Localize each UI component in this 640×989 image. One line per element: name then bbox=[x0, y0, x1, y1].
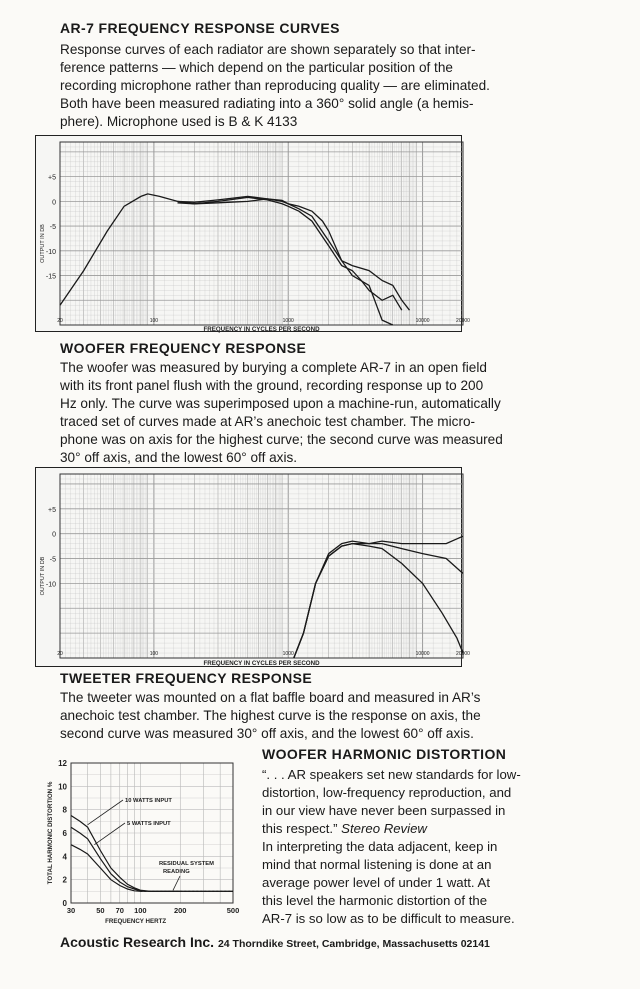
quote-end: this respect.” bbox=[262, 821, 338, 836]
x-axis-label: FREQUENCY IN CYCLES PER SECOND bbox=[203, 660, 320, 667]
y-axis-label: OUTPUT IN DB bbox=[40, 556, 46, 596]
distortion-chart bbox=[45, 755, 245, 925]
woofer-line: with its front panel flush with the ground, recording response up to 200 bbox=[60, 378, 484, 393]
y-tick-label: -5 bbox=[49, 224, 56, 232]
series-line-1 bbox=[71, 827, 233, 891]
y-tick-label: 12 bbox=[58, 759, 67, 768]
x-tick-label: 20000 bbox=[456, 651, 470, 657]
ar7-paragraph bbox=[60, 41, 545, 131]
x-tick-label: 1000 bbox=[282, 651, 294, 657]
y-tick-label: 0 bbox=[62, 899, 67, 908]
woofer-response-chart bbox=[35, 135, 470, 333]
distortion-line: this level the harmonic distortion of the bbox=[262, 893, 488, 908]
series-line-1 bbox=[294, 544, 463, 658]
ar7-line: phere). Microphone used is B & K 4133 bbox=[60, 114, 298, 129]
company-address: 24 Thorndike Street, Cambridge, Massachusetts 02141 bbox=[217, 938, 490, 950]
y-tick-label: +5 bbox=[48, 174, 56, 182]
distortion-line: AR-7 is so low as to be difficult to measure. bbox=[262, 911, 515, 926]
woofer-line: 30° off axis, and the lowest 60° off axis. bbox=[60, 450, 298, 465]
y-tick-label: 6 bbox=[62, 829, 67, 838]
plot-frame bbox=[60, 142, 463, 325]
woofer-paragraph bbox=[60, 359, 545, 467]
series-line-2 bbox=[294, 544, 463, 658]
quote-line: in our view have never been surpassed in bbox=[262, 803, 506, 818]
x-tick-label: 20 bbox=[57, 318, 63, 324]
x-tick-label: 100 bbox=[149, 318, 159, 324]
x-tick-label: 20000 bbox=[456, 318, 470, 324]
quote-source: Stereo Review bbox=[341, 821, 427, 836]
ar7-line: Both have been measured radiating into a 360° solid angle (a hemis- bbox=[60, 96, 474, 111]
y-tick-label: 4 bbox=[62, 852, 67, 862]
footer bbox=[60, 934, 490, 950]
quote-line: distortion, low-frequency reproduction, and bbox=[262, 785, 512, 800]
woofer-line: Hz only. The curve was superimposed upon a machine-run, automatically bbox=[60, 396, 501, 411]
woofer-line: traced set of curves made at AR’s anechoic test chamber. The micro- bbox=[60, 414, 476, 429]
tweeter-title: TWEETER FREQUENCY RESPONSE bbox=[60, 670, 313, 686]
ar7-title: AR-7 FREQUENCY RESPONSE CURVES bbox=[60, 20, 340, 36]
y-tick-label: 8 bbox=[62, 805, 67, 815]
x-tick-label: 1000 bbox=[282, 318, 294, 324]
annotation-label: READING bbox=[163, 869, 190, 875]
y-tick-label: -10 bbox=[45, 248, 56, 256]
annotation-leader bbox=[94, 823, 125, 845]
distortion-line: In interpreting the data adjacent, keep in bbox=[262, 839, 498, 854]
x-axis-label: FREQUENCY IN CYCLES PER SECOND bbox=[203, 326, 320, 333]
tweeter-line: The tweeter was mounted on a flat baffle board and measured in AR’s bbox=[60, 690, 481, 705]
company-name: Acoustic Research Inc. bbox=[60, 934, 215, 950]
y-axis-label: OUTPUT IN DB bbox=[40, 224, 46, 263]
quote-end-line bbox=[262, 820, 545, 838]
tweeter-line: second curve was measured 30° off axis, and the lowest 60° off axis. bbox=[60, 726, 474, 741]
tweeter-paragraph bbox=[60, 689, 545, 743]
x-tick-label: 10000 bbox=[415, 651, 430, 657]
woofer-title: WOOFER FREQUENCY RESPONSE bbox=[60, 340, 307, 356]
y-tick-label: -10 bbox=[45, 581, 56, 589]
x-tick-label: 70 bbox=[115, 906, 124, 915]
y-axis-label: TOTAL HARMONIC DISTORTION % bbox=[47, 781, 54, 885]
woofer-response-svg bbox=[36, 136, 470, 333]
series-line-1 bbox=[178, 197, 402, 310]
ar7-line: recording microphone rather than reproducing quality — are eliminated. bbox=[60, 78, 490, 93]
tweeter-line: anechoic test chamber. The highest curve is the response on axis, the bbox=[60, 708, 481, 723]
x-tick-label: 50 bbox=[96, 906, 105, 915]
distortion-paragraph bbox=[262, 766, 545, 928]
x-tick-label: 10000 bbox=[415, 318, 430, 324]
x-tick-label: 200 bbox=[173, 906, 187, 915]
y-tick-label: -15 bbox=[45, 273, 56, 281]
y-tick-label: 10 bbox=[58, 782, 67, 792]
y-tick-label: 0 bbox=[52, 531, 56, 539]
annotation-leader bbox=[173, 876, 180, 890]
distortion-title: WOOFER HARMONIC DISTORTION bbox=[262, 746, 507, 762]
x-tick-label: 20 bbox=[57, 651, 63, 657]
annotation-leader bbox=[88, 800, 123, 825]
y-tick-label: 0 bbox=[52, 199, 56, 207]
y-tick-label: -5 bbox=[49, 556, 56, 564]
x-tick-label: 100 bbox=[149, 651, 159, 657]
quote-line: “. . . AR speakers set new standards for low- bbox=[262, 767, 521, 782]
annotation-label: 10 WATTS INPUT bbox=[125, 798, 172, 804]
woofer-line: phone was on axis for the highest curve; the second curve was measured bbox=[60, 432, 503, 447]
tweeter-response-chart bbox=[35, 467, 470, 667]
distortion-line: average power level of under 1 watt. At bbox=[262, 875, 490, 890]
annotation-label: 5 WATTS INPUT bbox=[127, 821, 171, 827]
series-line-0 bbox=[294, 536, 463, 658]
annotation-label: RESIDUAL SYSTEM bbox=[159, 861, 214, 867]
tweeter-response-svg bbox=[36, 468, 470, 668]
x-tick-label: 100 bbox=[134, 906, 147, 915]
x-tick-label: 500 bbox=[226, 906, 240, 915]
y-tick-label: 2 bbox=[62, 875, 67, 885]
y-tick-label: +5 bbox=[48, 506, 56, 514]
plot-frame bbox=[60, 474, 463, 658]
ar7-line: Response curves of each radiator are shown separately so that inter- bbox=[60, 42, 476, 57]
distortion-svg bbox=[45, 755, 245, 925]
woofer-line: The woofer was measured by burying a complete AR-7 in an open field bbox=[60, 360, 487, 375]
x-tick-label: 30 bbox=[66, 906, 76, 915]
distortion-line: mind that normal listening is done at an bbox=[262, 857, 492, 872]
x-axis-label: FREQUENCY HERTZ bbox=[105, 918, 167, 925]
ar7-line: ference patterns — which depend on the particular position of the bbox=[60, 60, 453, 75]
